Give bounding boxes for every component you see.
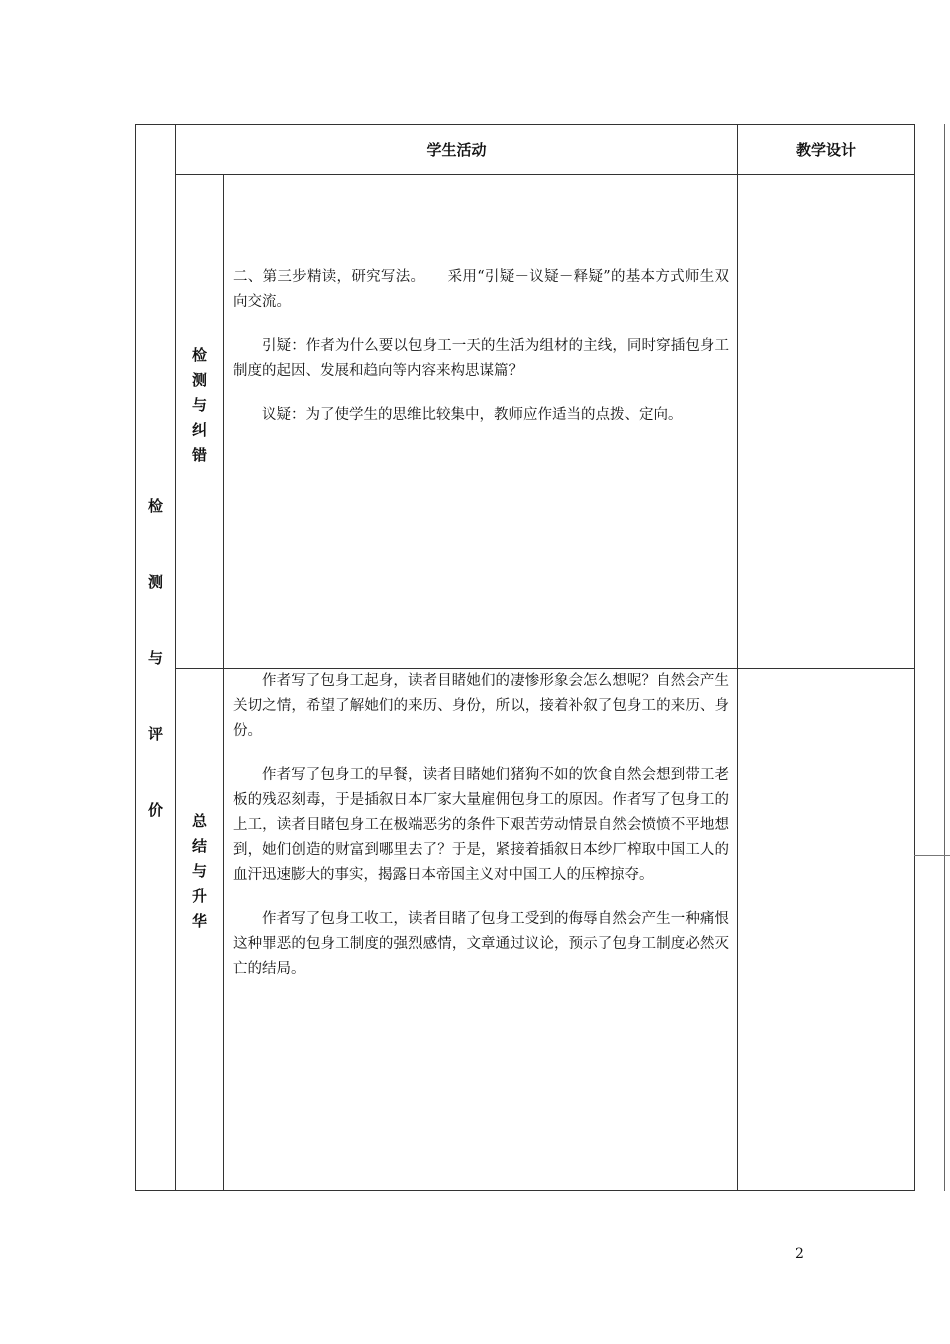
outer-label-char: 价	[147, 800, 163, 819]
section1-label-char: 纠	[191, 421, 207, 439]
section2-paragraph: 作者写了包身工的早餐，读者目睹她们猪狗不如的饮食自然会想到带工老板的残忍刻毒，于是插叙日本厂家大量雇佣包身工的原因。作者写了包身工的上工，读者目睹包身工在极端恶劣的条件下艰苦劳动情景自然会愤愤不平地想到，她们创造的财富到哪里去了？于是，紧接着插叙日本纱厂榨取中国工人的血汗迅速膨大的事实，揭露日本帝国主义对中国工人的压榨掠夺。	[233, 767, 730, 883]
adjacent-table-rule	[914, 855, 950, 856]
outer-label-char: 评	[147, 724, 163, 743]
section2-label-cell	[176, 669, 224, 1191]
section1-label-char: 检	[191, 346, 207, 364]
outer-label-char: 测	[147, 572, 163, 591]
section1-label-cell	[176, 175, 224, 669]
outer-label-char: 检	[147, 496, 163, 515]
section2-content	[224, 669, 737, 982]
section1-design-cell	[738, 175, 915, 669]
header-student-activity: 学生活动	[176, 125, 738, 175]
section2-paragraph: 作者写了包身工起身，读者目睹她们的凄惨形象会怎么想呢？自然会产生关切之情，希望了解她们的来历、身份，所以，接着补叙了包身工的来历、身份。	[233, 673, 730, 739]
section1-content-cell	[224, 175, 738, 669]
section1-label-char: 与	[191, 396, 207, 414]
section2-label-char: 结	[191, 837, 207, 855]
section1-paragraph: 引疑：作者为什么要以包身工一天的生活为组材的主线，同时穿插包身工制度的起因、发展和趋向等内容来构思谋篇？	[233, 338, 730, 379]
section1-paragraph: 议疑：为了使学生的思维比较集中，教师应作适当的点拨、定向。	[262, 407, 683, 423]
section2-label-char: 与	[191, 862, 207, 880]
outer-label-char: 与	[147, 648, 163, 667]
section1-label-char: 测	[191, 371, 207, 389]
section1-label-char: 错	[191, 446, 207, 464]
section2-label	[176, 809, 223, 934]
section2-label-char: 总	[191, 812, 207, 830]
section1-paragraph: 二、第三步精读，研究写法。 采用“引疑－议疑－释疑”的基本方式师生双向交流。	[233, 269, 730, 310]
outer-category-cell	[136, 125, 176, 1191]
section2-design-cell	[738, 669, 915, 1191]
section2-label-char: 华	[191, 912, 207, 930]
section1-content	[224, 175, 737, 428]
section2-label-char: 升	[191, 887, 207, 905]
page-number: 2	[795, 1246, 804, 1262]
section1-label	[176, 343, 223, 468]
header-teaching-design: 教学设计	[738, 125, 915, 175]
adjacent-table-edge	[944, 124, 945, 1191]
section2-paragraph: 作者写了包身工收工，读者目睹了包身工受到的侮辱自然会产生一种痛恨这种罪恶的包身工制度的强烈感情，文章通过议论，预示了包身工制度必然灭亡的结局。	[233, 911, 730, 977]
outer-category-label	[136, 468, 175, 848]
lesson-plan-table	[135, 124, 915, 1191]
section2-content-cell	[224, 669, 738, 1191]
